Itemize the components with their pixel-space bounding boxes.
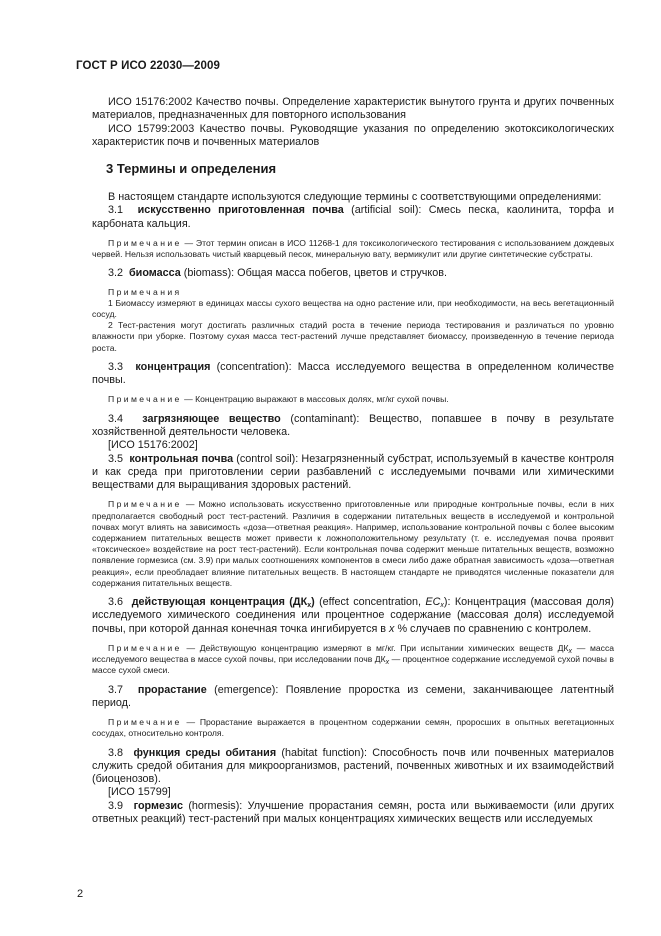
term-3-9: 3.9 гормезис (hormesis): Улучшение прорастания семян, роста или выживаемости (или других ответных реакций) тест-растений при малых концентрациях химических веществ или исследуемых [92,799,615,825]
term-3-6: 3.6 действующая концентрация $(ДК_x)$ (effect concentration, $EC_x$): Концентрация (массовая доля) исследуемого химического соединения или процентное содержание (массовая доля) исследуемой почвы, при которой данная конечная точка ингибируется в x % случаев по сравнению с контролем. [92,596,615,635]
term-3-5-name: контрольная почва [129,452,234,465]
note-3-5: Примечание — Можно использовать искусственно приготовленные или природные контрольные почвы, если в них предполагается свободный рост тест-растений. Различия в содержании питательных веществ в исследуемой и контрольной почвах могут влиять на зависимость «доза—ответная реакция». Например, использование контрольной почвы с более высоким содержанием питательных веществ может привести к ложноположительному результату (т. е. исследуемая почва проявит «токсическое» воздействие на рост тест-растений). Если контрольная почва содержит меньше питательных веществ, возможно появление гормезиса (см. 3.9) при малых соотношениях компонентов в смеси либо даже обратная зависимость «доза—ответная реакция», если преобладает влияние питательных веществ. В настоящем стандарте не приводятся численные показатели для содержания питательных веществ. [92,499,615,588]
note-3-3: Примечание — Концентрацию выражают в массовых долях, мг/кг сухой почвы. [108,394,449,405]
section-title: 3 Термины и определения [106,161,277,176]
term-3-8: 3.8 функция среды обитания (habitat function): Способность почв или почвенных материалов служить средой обитания для микроорганизмов, растений, почвенных животных и их взаимодействий (биоценозов). [92,746,615,786]
term-3-6-name: действующая концентрация $(ДК_x)$ [131,596,315,610]
term-3-8-name: функция среды обитания [133,746,277,759]
term-3-8-reference: [ИСО 15799] [108,786,171,799]
term-3-3: 3.3 концентрация (concentration): Масса исследуемого вещества в определенном количестве почвы. [92,360,615,387]
term-3-5: 3.5 контрольная почва (control soil): Незагрязненный субстрат, используемый в качестве контроля и как среда при приготовлении серии разбавлений с исследуемыми почвами или химическими веществами для выращивания здоровых растений. [92,452,614,492]
term-3-7-name: прорастание [137,683,207,696]
section-intro: В настоящем стандарте используются следующие термины с соответствующими определениями: [108,191,602,203]
term-3-4-name: загрязняющее вещество [142,412,281,425]
term-3-3-name: концентрация [135,360,211,373]
note-3-2-1: 1 Биомассу измеряют в единицах массы сухого вещества на одно растение или, при необходимости, на весь вегетационный сосуд. [92,297,614,319]
term-3-1-name: искусственно приготовленная почва [137,204,344,217]
term-3-4-reference: [ИСО 15176:2002] [108,439,198,452]
note-3-7: Примечание — Прорастание выражается в процентном содержании семян, проросших в опытных вегетационных сосудах, относительно контроля. [92,717,614,739]
reference-iso-15176: ИСО 15176:2002 Качество почвы. Определение характеристик вынутого грунта и других почвенных материалов, предназначенных для повторного использования [92,96,614,122]
term-3-7: 3.7 прорастание (emergence): Появление проростка из семени, заканчивающее латентный период. [92,683,615,709]
term-3-9-name: гормезис [133,799,184,812]
page-number: 2 [77,888,84,900]
standard-header: ГОСТ Р ИСО 22030—2009 [76,60,221,72]
term-3-4: 3.4 загрязняющее вещество (contaminant): Вещество, попавшее в почву в результате хозяйственной деятельности человека. [92,412,614,438]
term-3-1: 3.1 искусственно приготовленная почва (artificial soil): Смесь песка, каолинита, торфа и карбоната кальция. [92,204,615,230]
term-3-2-name: биомасса [129,267,181,280]
note-3-6: Примечание — Действующую концентрацию измеряют в мг/кг. При испытании химических веществ $ДК_x$ — масса исследуемого вещества в массе сухой почвы, при исследовании почв $ДК_x$ — процентное содержание исследуемой сухой почвы в массе сухой смеси. [92,642,615,676]
note-3-1: Примечание — Этот термин описан в ИСО 11268-1 для токсикологического тестирования с использованием дождевых червей. Нельзя использовать чистый кварцевый песок, минеральную вату, вермикулит или другие синтетические субстраты. [92,237,615,260]
reference-iso-15799: ИСО 15799:2003 Качество почвы. Руководящие указания по определению экотоксикологических характеристик почв и почвенных материалов [92,122,614,148]
normative-references [92,96,614,149]
note-3-2-2: 2 Тест-растения могут достигать различных стадий роста в течение периода тестирования и различаться по уровню влажности при уборке. Поэтому сухая масса тест-растений лучше представляет биомассу, произведенную в течение периода роста. [92,320,614,353]
terms-section [92,191,614,826]
term-3-2: 3.2 биомасса (biomass): Общая масса побегов, цветов и стручков. [108,267,447,280]
notes-3-2-label: Примечания [108,286,182,297]
